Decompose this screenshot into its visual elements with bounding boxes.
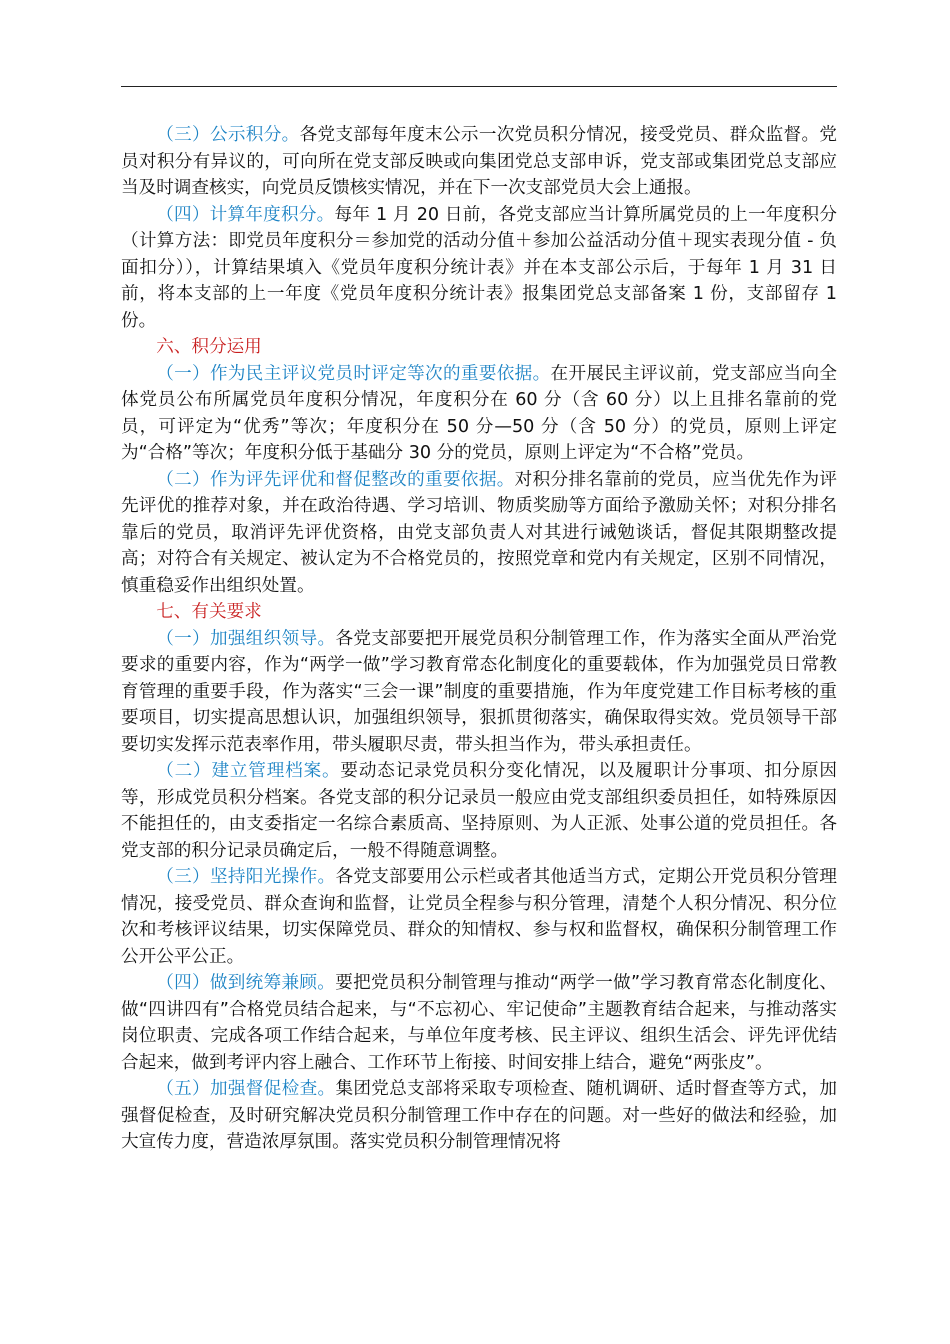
section-heading-requirements: 七、有关要求 <box>156 602 262 622</box>
para-text: 对积分排名靠前的党员，应当优先作为评先评优的推荐对象，并在政治待遇、学习培训、物质奖励等方面给予激励关怀；对积分排名靠后的党员，取消评先评优资格，由党支部负责人对其进行诫勉谈话，督促其限期整改提高；对符合有关规定、被认定为不合格党员的，按照党章和党内有关规定，区别不同情况，慎重稳妥作出组织处置。 <box>121 469 837 596</box>
para-lead: （二）作为评先评优和督促整改的重要依据。 <box>156 469 515 490</box>
section-para-supervision <box>121 1076 837 1156</box>
para-text: 要动态记录党员积分变化情况，以及履职计分事项、扣分原因等，形成党员积分档案。各党支部的积分记录员一般应由党支部组织委员担任，如特殊原因不能担任的，由支委指定一名综合素质高、坚持原则、为人正派、处事公道的党员担任。各党支部的积分记录员确定后，一般不得随意调整。 <box>121 761 837 861</box>
para-lead: （四）计算年度积分。 <box>156 204 335 225</box>
para-text: 集团党总支部将采取专项检查、随机调研、适时督查等方式，加强督促检查，及时研究解决党员积分制管理工作中存在的问题。对一些好的做法和经验，加大宣传力度，营造浓厚氛围。落实党员积分制管理情况将 <box>121 1079 837 1152</box>
header-rule <box>121 86 837 87</box>
para-text: 每年 1 月 20 日前，各党支部应当计算所属党员的上一年度积分（计算方法：即党员年度积分＝参加党的活动分值＋参加公益活动分值＋现实表现分值 - 负面扣分）），计算结果填入《党员年度积分统计表》并在本支部公示后，于每年 1 月 31 日前，将本支部的上一年度《党员年度积分统计表》报集团党总支部备案 1 份，支部留存 1 份。 <box>121 204 837 331</box>
para-lead: （三）公示积分。 <box>156 125 300 145</box>
section-para-archives <box>121 758 837 864</box>
para-text: 各党支部每年度末公示一次党员积分情况，接受党员、群众监督。党员对积分有异议的，可向所在党支部反映或向集团党总支部申诉，党支部或集团党总支部应当及时调查核实，向党员反馈核实情况，并在下一次支部党员大会上通报。 <box>121 125 837 198</box>
section-para-publicize <box>121 122 837 202</box>
section-heading-score-usage: 六、积分运用 <box>156 337 262 357</box>
section-para-democratic-review <box>121 361 837 467</box>
para-lead: （一）作为民主评议党员时评定等次的重要依据。 <box>156 363 551 384</box>
para-lead: （五）加强督促检查。 <box>156 1079 336 1099</box>
section-para-awards-rectification <box>121 467 837 600</box>
section-para-coordination <box>121 970 837 1076</box>
section-para-leadership <box>121 626 837 759</box>
para-lead: （四）做到统筹兼顾。 <box>156 973 336 993</box>
para-text: 各党支部要把开展党员积分制管理工作，作为落实全面从严治党要求的重要内容，作为“两学一做”学习教育常态化制度化的重要载体，作为加强党员日常教育管理的重要手段，作为落实“三会一课”制度的重要措施，作为年度党建工作目标考核的重要项目，切实提高思想认识，加强组织领导，狠抓贯彻落实，确保取得实效。党员领导干部要切实发挥示范表率作用，带头履职尽责，带头担当作为，带头承担责任。 <box>121 628 837 755</box>
para-lead: （二）建立管理档案。 <box>156 761 341 781</box>
section-para-transparency <box>121 864 837 970</box>
para-text: 各党支部要用公示栏或者其他适当方式，定期公开党员积分管理情况，接受党员、群众查询和监督，让党员全程参与积分管理，清楚个人积分情况、积分位次和考核评议结果，切实保障党员、群众的知情权、参与权和监督权，确保积分制管理工作公开公平公正。 <box>121 867 837 967</box>
document-body <box>121 122 837 1156</box>
para-text: 要把党员积分制管理与推动“两学一做”学习教育常态化制度化、做“四讲四有”合格党员结合起来，与“不忘初心、牢记使命”主题教育结合起来，与推动落实岗位职责、完成各项工作结合起来，与单位年度考核、民主评议、组织生活会、评先评优结合起来，做到考评内容上融合、工作环节上衔接、时间安排上结合，避免“两张皮”。 <box>121 973 837 1073</box>
section-para-annual-score <box>121 202 837 335</box>
para-lead: （三）坚持阳光操作。 <box>156 867 336 887</box>
para-lead: （一）加强组织领导。 <box>156 628 336 649</box>
para-text: 在开展民主评议前，党支部应当向全体党员公布所属党员年度积分情况，年度积分在 60 分（含 60 分）以上且排名靠前的党员，可评定为“优秀”等次；年度积分在 50 分—50 分（含 50 分）的党员，原则上评定为“合格”等次；年度积分低于基础分 30 分的党员，原则上评定为“不合格”党员。 <box>121 363 837 463</box>
